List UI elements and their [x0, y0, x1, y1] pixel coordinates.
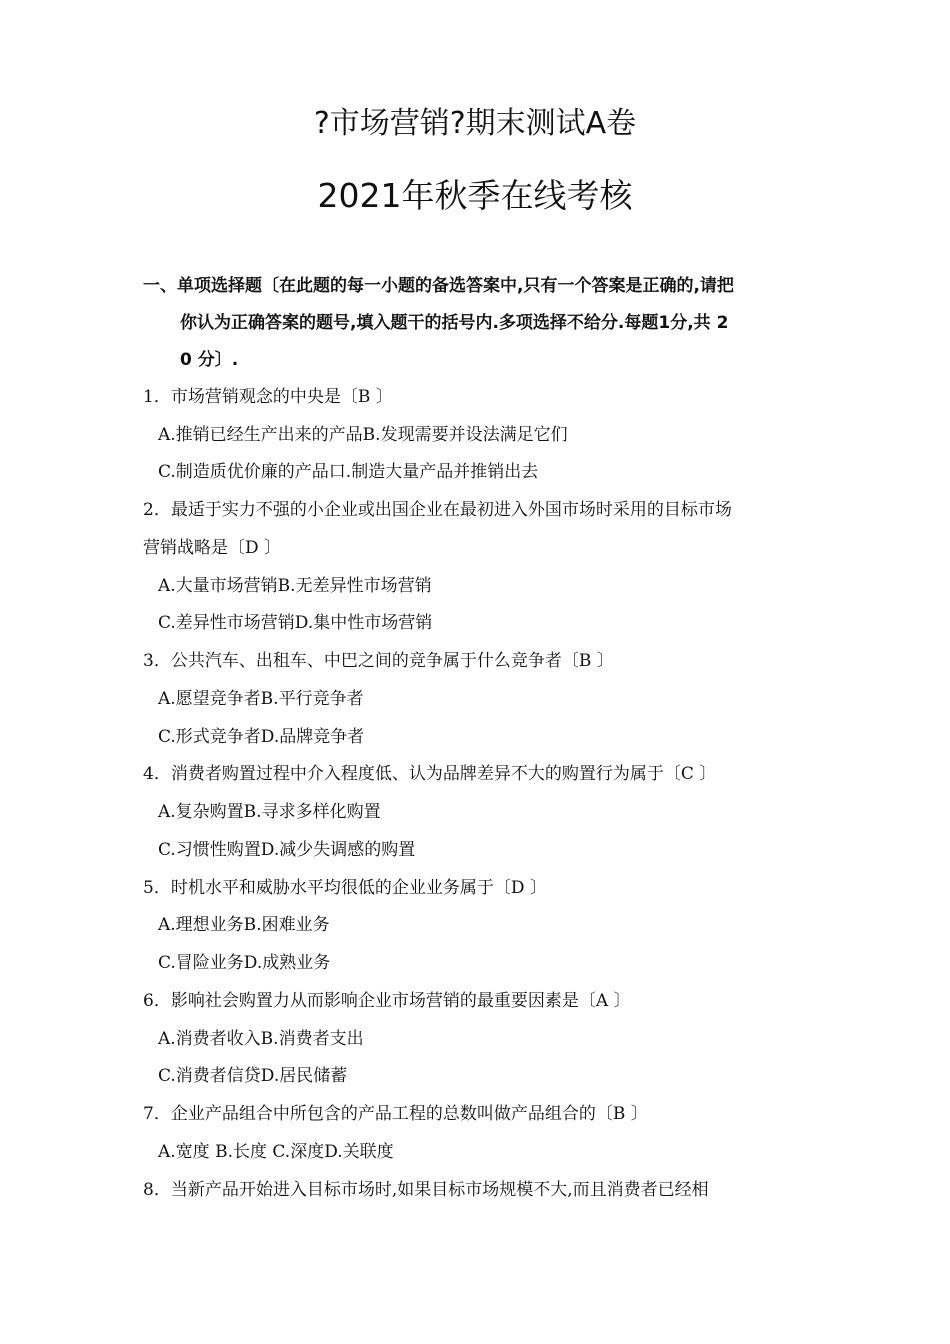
question-7: 7．企业产品组合中所包含的产品工程的总数叫做产品组合的〔B 〕: [143, 1104, 648, 1124]
document-title: ?市场营销?期末测试A卷: [313, 106, 637, 141]
question-1-options-cd: C.制造质优价廉的产品口.制造大量产品并推销出去: [158, 462, 539, 482]
question-6-options-cd: C.消费者信贷D.居民储蓄: [158, 1066, 348, 1086]
question-5-options-cd: C.冒险业务D.成熟业务: [158, 953, 331, 973]
section-heading-line-1: 一、单项选择题〔在此题的每一小题的备选答案中,只有一个答案是正确的,请把: [143, 276, 734, 296]
question-3-options-ab: A.愿望竞争者B.平行竞争者: [158, 689, 364, 709]
section-heading-line-3: 0 分〕.: [180, 350, 239, 370]
document-subtitle: 2021年秋季在线考核: [317, 176, 633, 215]
question-2-cont: 营销战略是〔D 〕: [143, 538, 282, 558]
question-4: 4．消费者购置过程中介入程度低、认为品牌差异不大的购置行为属于〔C 〕: [143, 764, 717, 784]
question-3: 3．公共汽车、出租车、中巴之间的竞争属于什么竞争者〔B 〕: [143, 651, 614, 671]
question-1: 1．市场营销观念的中央是〔B 〕: [143, 387, 393, 407]
question-1-options-ab: A.推销已经生产出来的产品B.发现需要并设法满足它们: [158, 425, 568, 445]
question-7-options: A.宽度 B.长度 C.深度D.关联度: [158, 1142, 394, 1162]
section-heading-line-2: 你认为正确答案的题号,填入题干的括号内.多项选择不给分.每题1分,共 2: [180, 313, 729, 333]
question-4-options-cd: C.习惯性购置D.减少失调感的购置: [158, 840, 416, 860]
question-3-options-cd: C.形式竞争者D.品牌竞争者: [158, 727, 365, 747]
question-2-options-cd: C.差异性市场营销D.集中性市场营销: [158, 613, 433, 633]
question-8: 8．当新产品开始进入目标市场时,如果目标市场规模不大,而且消费者已经相: [143, 1180, 709, 1200]
question-5: 5．时机水平和威胁水平均很低的企业业务属于〔D 〕: [143, 878, 547, 898]
question-6-options-ab: A.消费者收入B.消费者支出: [158, 1029, 364, 1049]
question-2-options-ab: A.大量市场营销B.无差异性市场营销: [158, 576, 432, 596]
question-4-options-ab: A.复杂购置B.寻求多样化购置: [158, 802, 381, 822]
question-6: 6．影响社会购置力从而影响企业市场营销的最重要因素是〔A 〕: [143, 991, 631, 1011]
question-5-options-ab: A.理想业务B.困难业务: [158, 915, 330, 935]
question-2: 2．最适于实力不强的小企业或出国企业在最初进入外国市场时采用的目标市场: [143, 500, 732, 520]
